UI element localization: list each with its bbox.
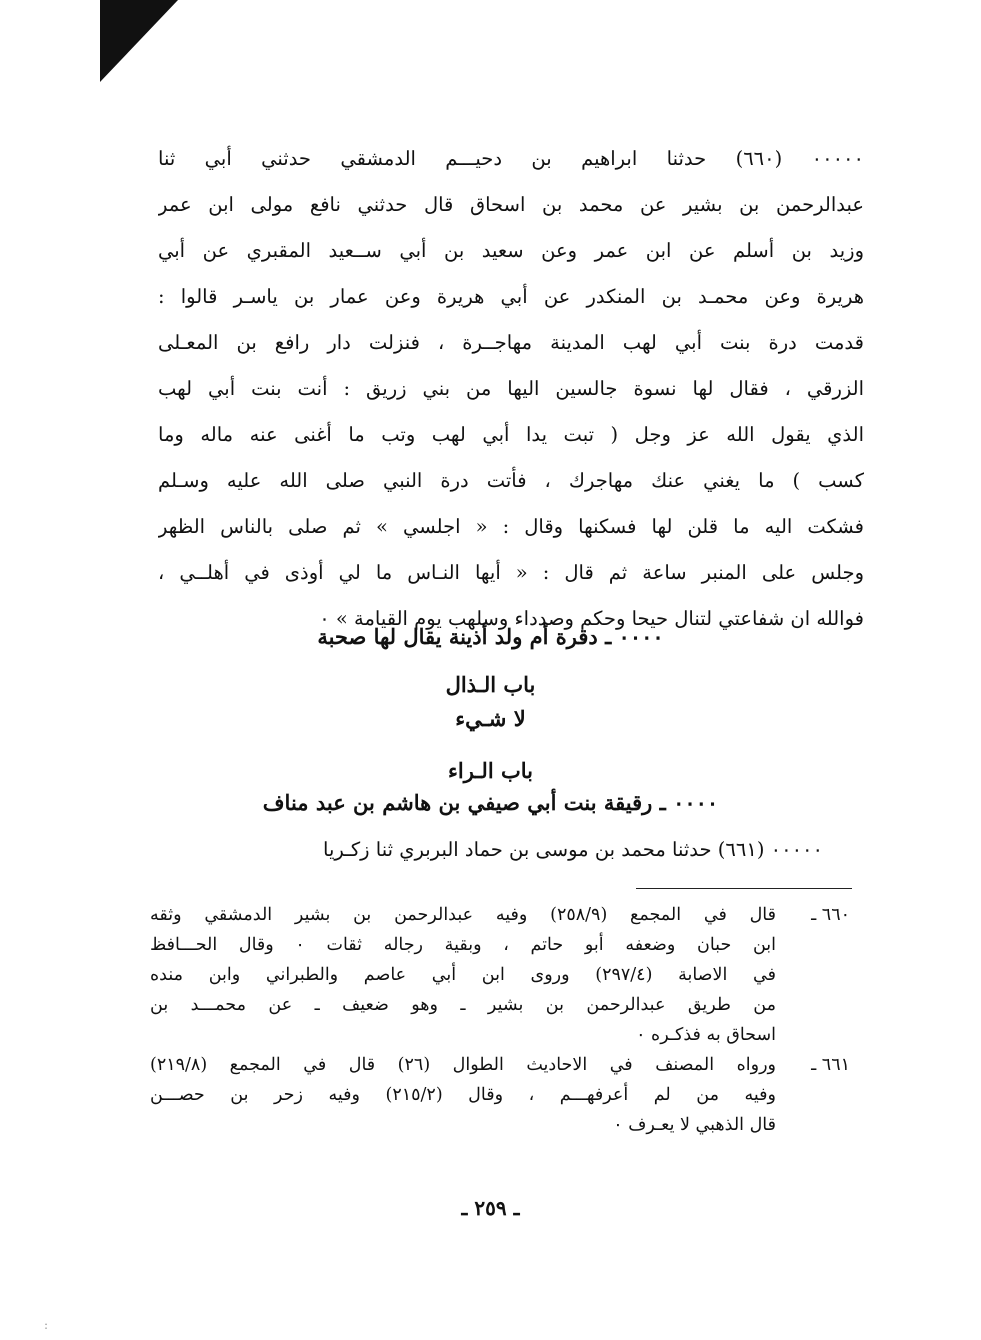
- text-line: الذي يقول الله عز وجل ( تبت يدا أبي لهب وتب ما أغنى عنه ماله وما: [158, 423, 864, 446]
- chapter-heading-ra: باب الـراء: [447, 758, 533, 783]
- footnotes: [150, 900, 850, 1140]
- text-line: عبدالرحمن بن بشير عن محمد بن اسحاق قال حدثني نافع مولى ابن عمر: [158, 193, 864, 216]
- text-line: قدمت درة بنت أبي لهب المدينة مهاجــرة ، فنزلت دار رافع بن المعـلى: [158, 331, 864, 354]
- chapter-note-nothing: لا شـيء: [455, 706, 526, 731]
- footnote-660: [150, 900, 850, 1050]
- text-line: هريرة وعن محمـد بن المنكدر عن أبي هريرة وعن عمار بن ياسـر قالوا :: [158, 285, 864, 308]
- footnote-line: من طريق عبدالرحمن بن بشير ـ وهو ضعيف ـ عن محمـــد بن: [150, 995, 776, 1015]
- footnote-line: اسحاق به فذكـره ٠: [636, 1025, 776, 1045]
- chapter-heading-dhal: باب الـذال: [445, 672, 536, 697]
- hadith-661-start: ٠٠٠٠٠ (٦٦١) حدثنا محمد بن موسى بن حماد البربري ثنا زكـريا: [323, 838, 823, 861]
- footnote-divider: [636, 888, 852, 889]
- text-line: كسب ) ما يغني عنك مهاجرك ، فأتت درة النبي صلى الله عليه وسـلم: [158, 469, 864, 492]
- scan-edge-mark: :: [44, 1318, 49, 1332]
- text-line: وزيد بن أسلم عن ابن عمر وعن سعيد بن أبي ســعيد المقبري عن أبي: [158, 239, 864, 262]
- footnote-661: [150, 1050, 850, 1140]
- text-line: فشكت اليه ما قلن لها فسكنها وقال : « اجلسي » ثم صلى بالناس الظهر: [158, 515, 864, 538]
- corner-mark: [100, 0, 178, 82]
- footnote-line: قال في المجمع (٢٥٨/٩) وفيه عبدالرحمن بن بشير الدمشقي وثقه: [150, 905, 776, 925]
- hadith-660-text: [158, 136, 864, 642]
- page-number: ـ ٢٥٩ ـ: [461, 1196, 520, 1220]
- footnote-number: ٦٦٠ ـ: [811, 905, 850, 925]
- footnote-number: ٦٦١ ـ: [811, 1055, 850, 1075]
- text-line: وجلس على المنبر ساعة ثم قال : « أيها النـاس ما لي أوذى في أهلــي ،: [158, 561, 864, 584]
- footnote-line: وفيه من لم أعرفهـــم ، وقال (٢١٥/٢) وفيه زحر بن حصـــن: [150, 1085, 776, 1105]
- footnote-line: في الاصابة (٢٩٧/٤) وروى ابن أبي عاصم والطبراني وابن منده: [150, 965, 776, 985]
- text-line: فوالله ان شفاعتي لتنال حيحا وحكم وصدداء وسلهب يوم القيامة » ٠: [319, 607, 864, 630]
- text-line: الزرقي ، فقال لها نسوة جالسين اليها من بني زريق : أنت بنت أبي لهب: [158, 377, 864, 400]
- entry-heading-durra: ٠٠٠٠ ـ دقرة أم ولد أذينة يقال لها صحبة: [317, 624, 664, 649]
- footnote-line: ابن حبان وضعفه أبو حاتم ، وبقية رجاله ثقات ٠ وقال الحـــافظ: [150, 935, 776, 955]
- footnote-line: قال الذهبي لا يعـرف ٠: [613, 1115, 776, 1135]
- text-line: ٠٠٠٠٠ (٦٦٠) حدثنا ابراهيم بن دحيـــم الدمشقي حدثني أبي ثنا: [158, 147, 864, 170]
- entry-heading-ruqayqa: ٠٠٠٠ ـ رقيقة بنت أبي صيفي بن هاشم بن عبد مناف: [262, 790, 719, 815]
- footnote-line: ورواه المصنف في الاحاديث الطوال (٢٦) قال في المجمع (٢١٩/٨): [150, 1055, 776, 1075]
